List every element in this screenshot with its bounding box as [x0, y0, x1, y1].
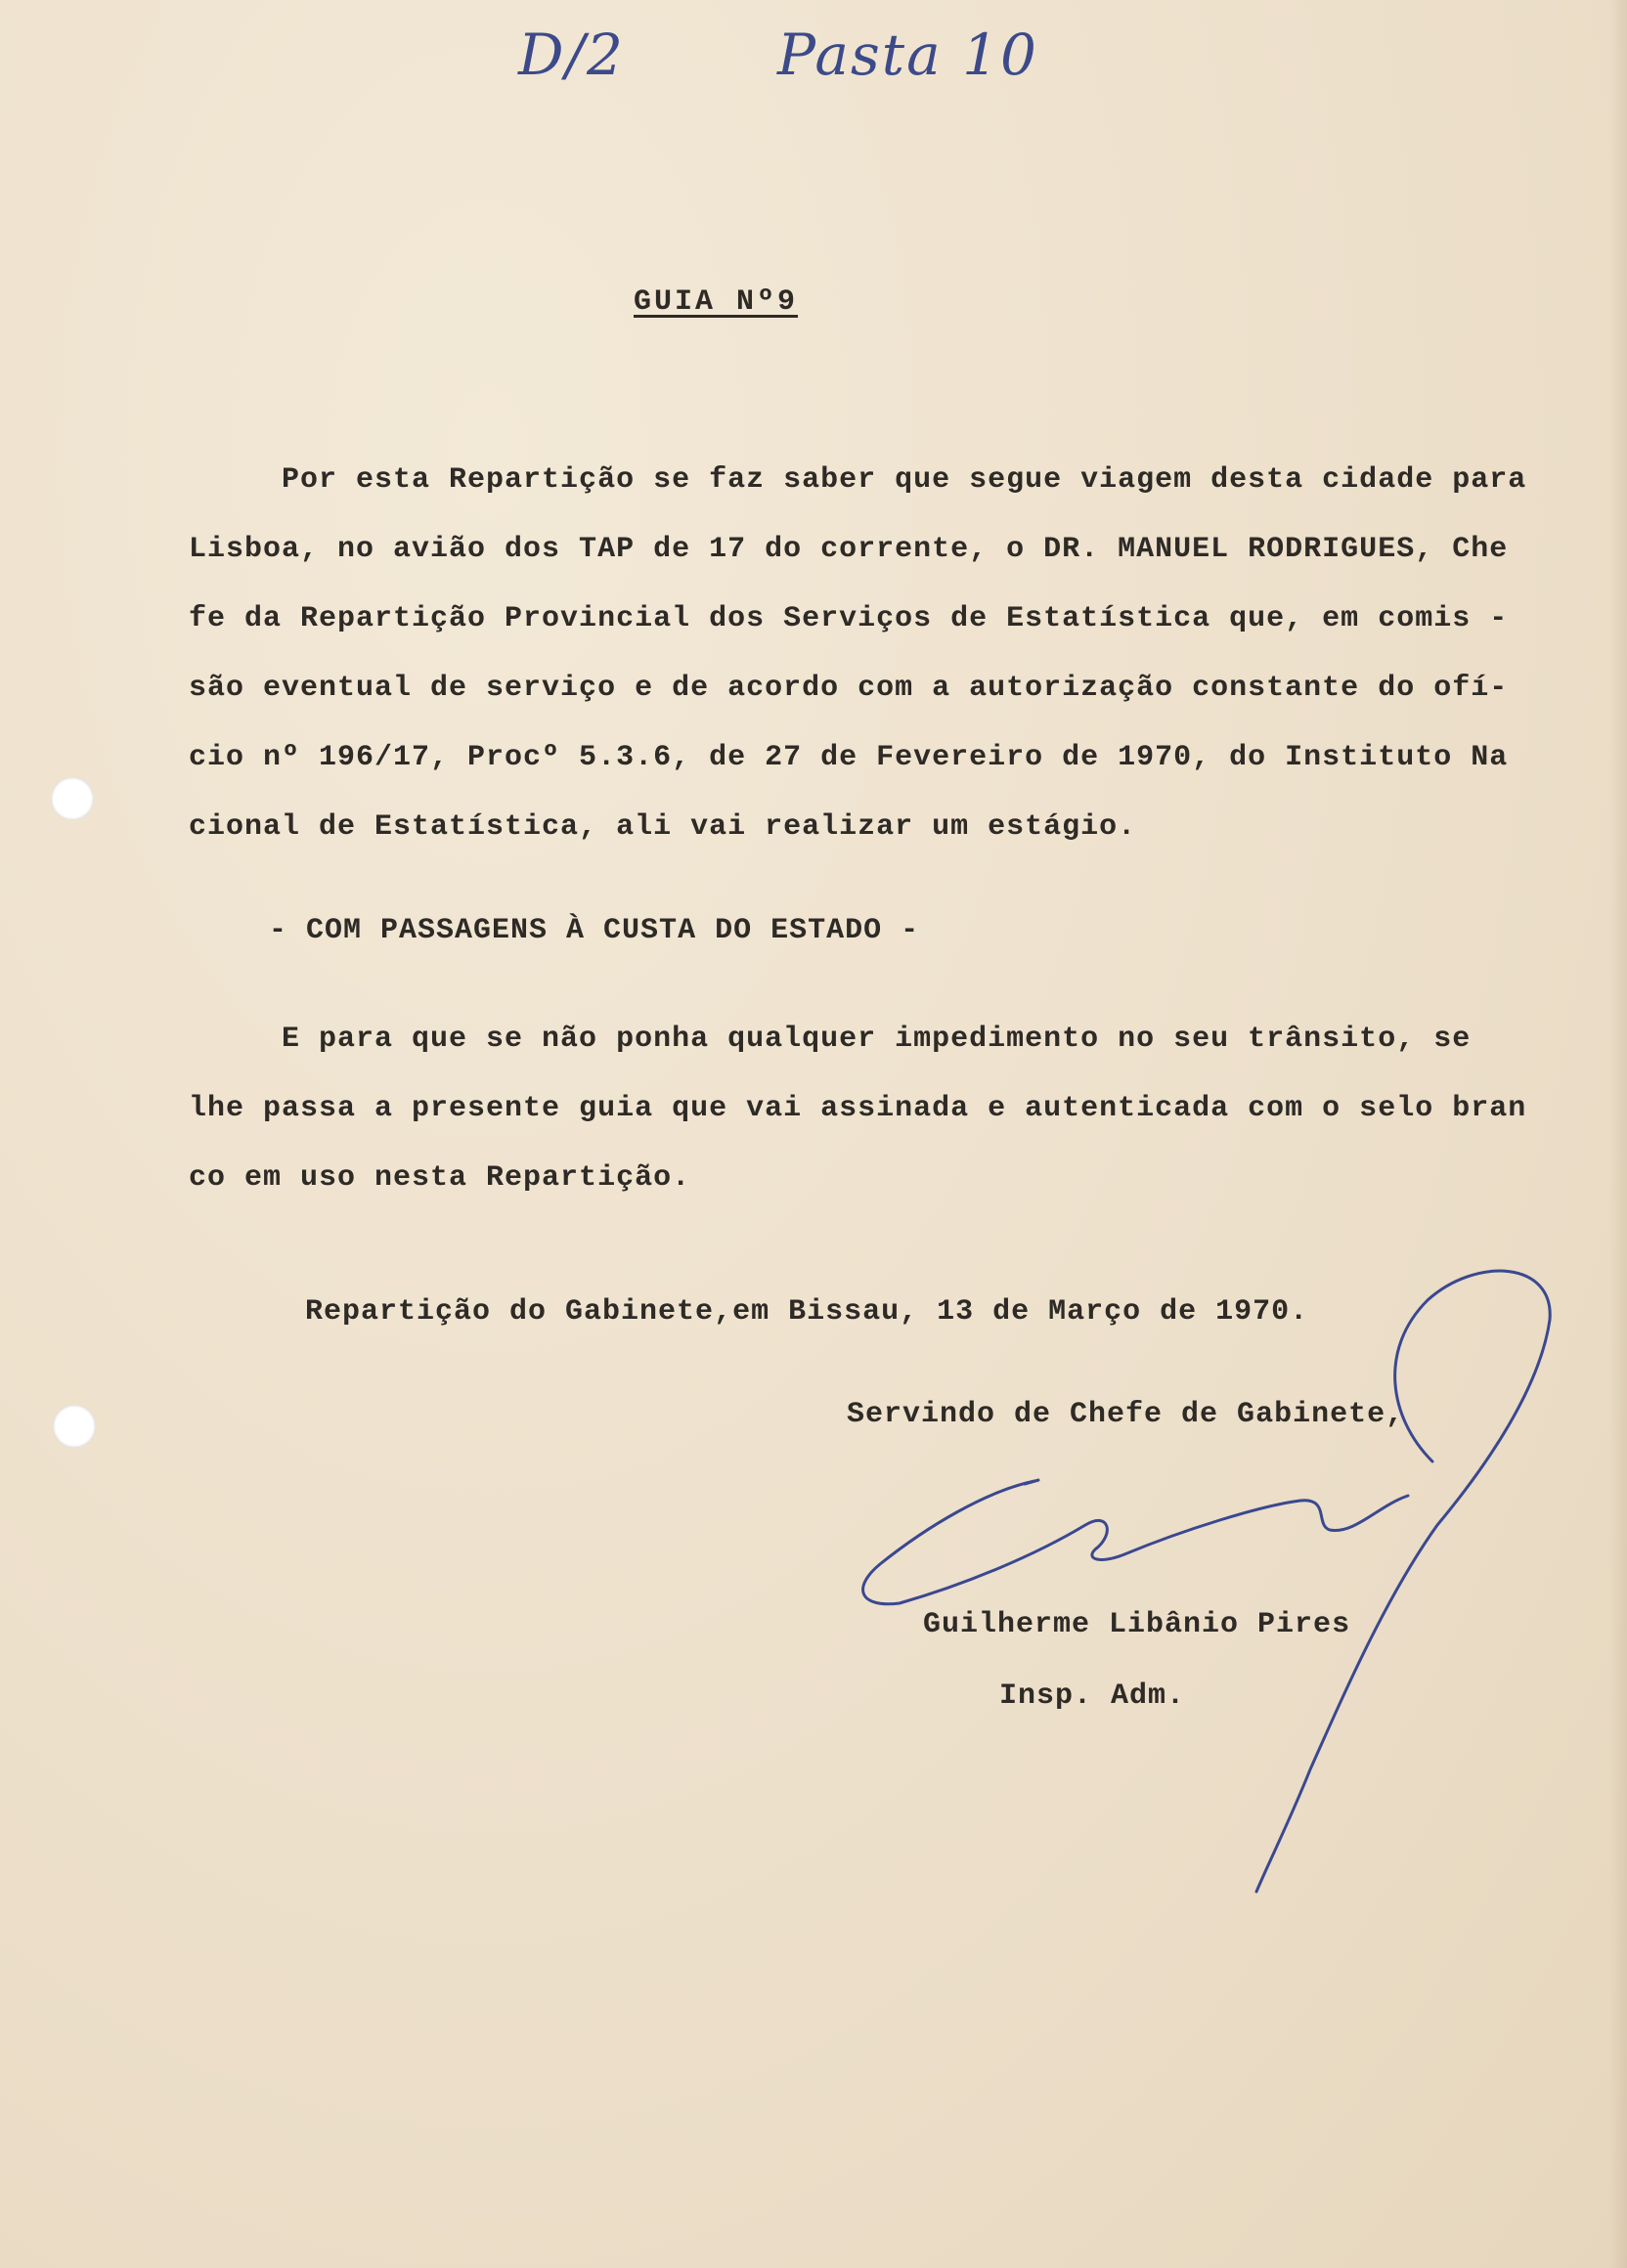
signer-role: Servindo de Chefe de Gabinete, [847, 1398, 1405, 1431]
text-line: lhe passa a presente guia que vai assinada e autenticada com o selo bran [189, 1092, 1527, 1125]
signer-title: Insp. Adm. [999, 1679, 1186, 1713]
handwritten-ref-right: Pasta 10 [777, 22, 1038, 88]
text-line: E para que se não ponha qualquer impedimento no seu trânsito, se [189, 1023, 1472, 1056]
place-date-line: Repartição do Gabinete,em Bissau, 13 de Março de 1970. [305, 1295, 1309, 1329]
text-line: Por esta Repartição se faz saber que segue viagem desta cidade para [189, 463, 1527, 497]
handwritten-ref-left: D/2 [518, 22, 625, 88]
text-line: são eventual de serviço e de acordo com a autorização constante do ofí- [189, 672, 1509, 705]
document-title: GUIA Nº9 [634, 285, 799, 319]
text-line: Lisboa, no avião dos TAP de 17 do corrente, o DR. MANUEL RODRIGUES, Che [189, 533, 1509, 566]
text-line: cional de Estatística, ali vai realizar um estágio. [189, 810, 1137, 844]
text-line: fe da Repartição Provincial dos Serviços de Estatística que, em comis - [189, 602, 1509, 635]
text-line: cio nº 196/17, Procº 5.3.6, de 27 de Fevereiro de 1970, do Instituto Na [189, 741, 1509, 774]
travel-notice: - COM PASSAGENS À CUSTA DO ESTADO - [269, 914, 920, 947]
text-line: co em uso nesta Repartição. [189, 1161, 691, 1195]
signer-name: Guilherme Libânio Pires [923, 1608, 1351, 1641]
